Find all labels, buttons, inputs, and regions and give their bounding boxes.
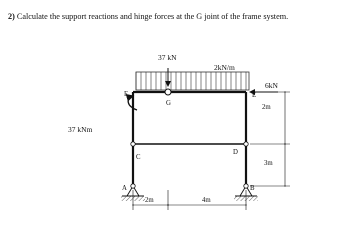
horizontal-load-label: 6kN xyxy=(265,81,278,90)
question-number: 2) xyxy=(8,12,15,21)
point-a-label: A xyxy=(122,185,127,192)
horizontal-load xyxy=(250,81,279,92)
point-load-label: 37 kN xyxy=(158,53,177,62)
question-body: Calculate the support reactions and hinge forces at the G joint of the frame system. xyxy=(16,12,289,21)
frame-members xyxy=(131,89,248,186)
point-g-label: G xyxy=(166,100,171,107)
dim-2m-vertical-label: 2m xyxy=(262,104,271,111)
point-e-label: E xyxy=(252,92,257,99)
hinge-g xyxy=(165,89,171,95)
moment-label: 37 kNm xyxy=(68,125,93,134)
distributed-load xyxy=(136,63,249,90)
dim-2m-horizontal-label: 2m xyxy=(145,197,154,204)
moment-load xyxy=(68,96,137,134)
load-block-outline xyxy=(136,72,249,90)
dimension-lines xyxy=(133,92,290,210)
pin-c xyxy=(131,142,135,146)
point-b-label: B xyxy=(250,185,255,192)
point-f-label: F xyxy=(124,91,128,98)
pin-a xyxy=(131,184,135,188)
distributed-load-label: 2kN/m xyxy=(214,63,235,72)
pin-d xyxy=(244,142,248,146)
dim-3m-vertical-label: 3m xyxy=(264,160,273,167)
point-c-label: C xyxy=(136,154,141,161)
dim-4m-horizontal-label: 4m xyxy=(202,197,211,204)
pin-b xyxy=(244,184,248,188)
point-d-label: D xyxy=(233,149,238,156)
